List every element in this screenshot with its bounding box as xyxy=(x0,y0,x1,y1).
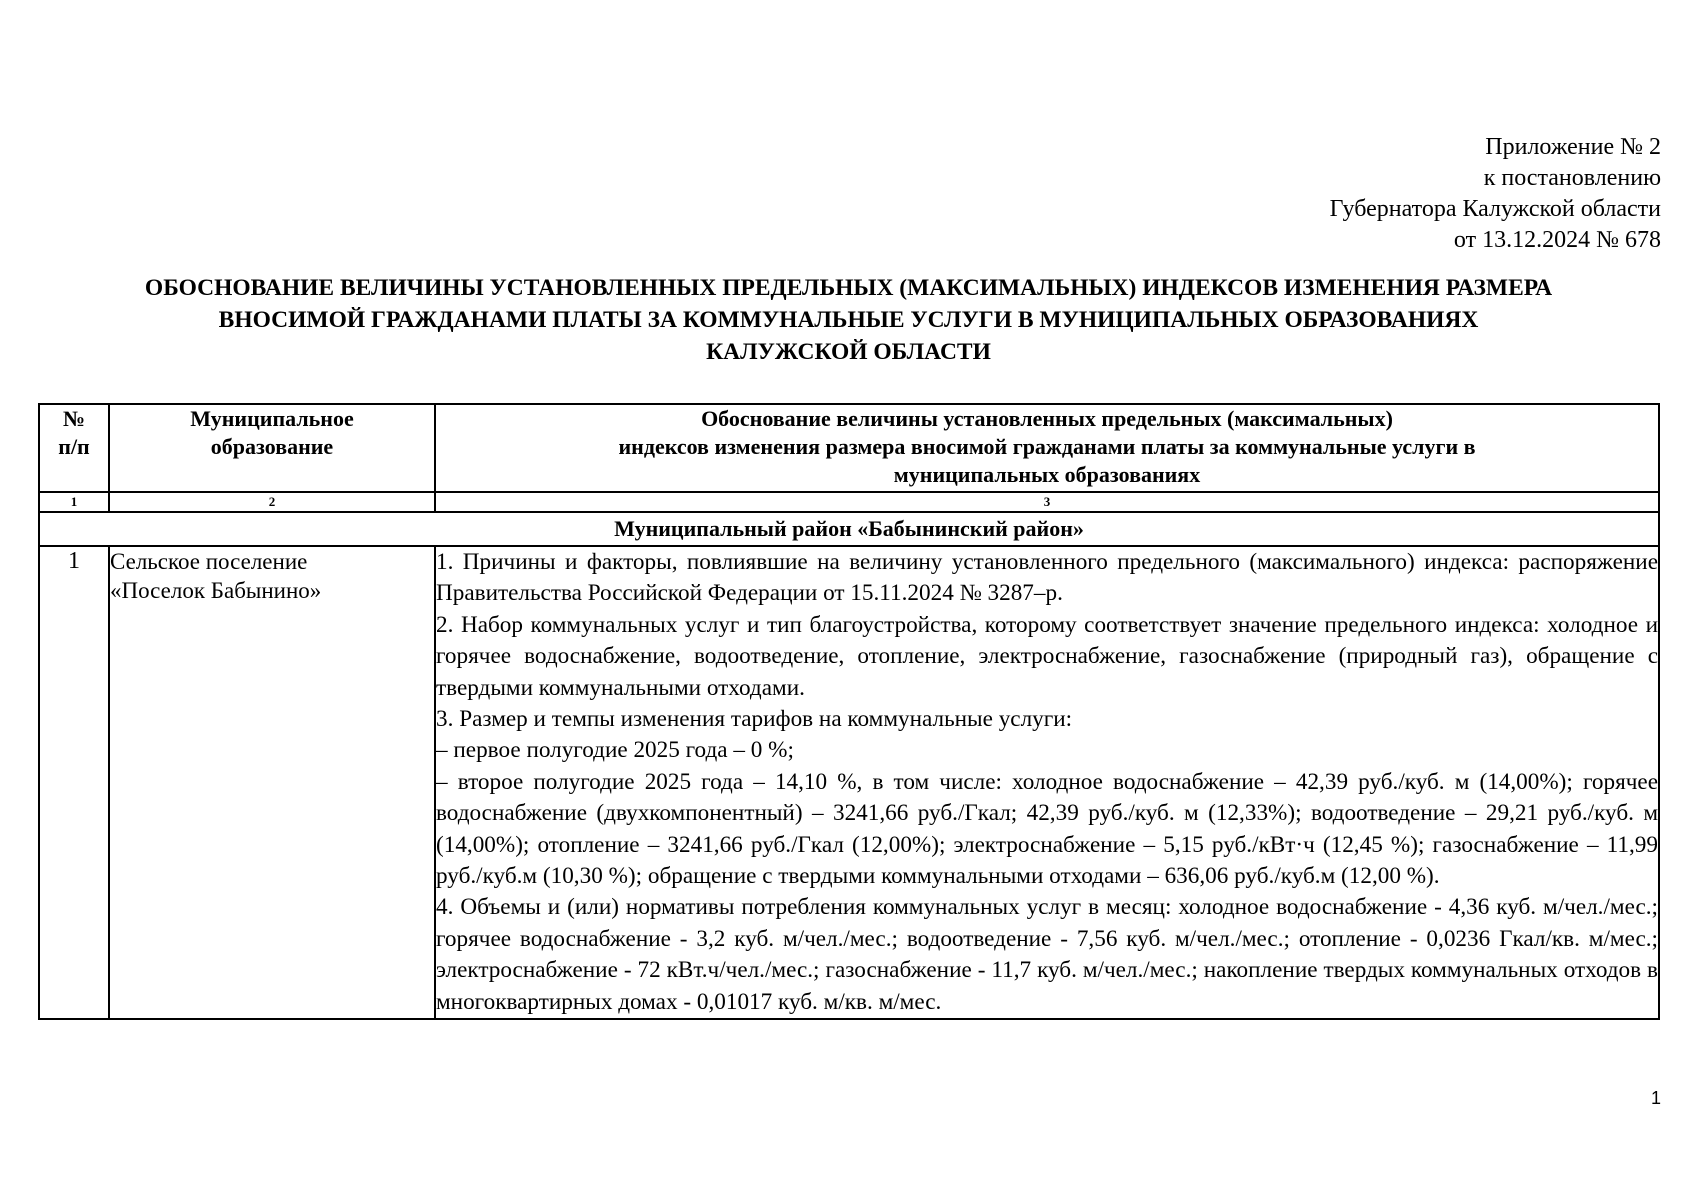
table-row xyxy=(39,546,1659,1019)
column-number: 3 xyxy=(435,492,1659,512)
municipality-name: Сельское поселение xyxy=(110,549,308,574)
header-text: Обоснование величины установленных предельных (максимальных) xyxy=(701,406,1393,431)
municipality-cell xyxy=(109,546,435,1019)
page-number: 1 xyxy=(1650,1088,1661,1108)
appendix-block xyxy=(1330,132,1661,256)
title-line: ВНОСИМОЙ ГРАЖДАНАМИ ПЛАТЫ ЗА КОММУНАЛЬНЫЕ УСЛУГИ В МУНИЦИПАЛЬНЫХ ОБРАЗОВАНИЯХ xyxy=(218,307,1479,333)
row-number: 1 xyxy=(39,546,109,1019)
column-number: 1 xyxy=(39,492,109,512)
justification-paragraph: – первое полугодие 2025 года – 0 %; xyxy=(436,737,794,764)
justification-table xyxy=(38,403,1660,1020)
header-text: образование xyxy=(210,434,334,459)
municipality-name: «Поселок Бабынино» xyxy=(110,578,322,603)
justification-paragraph: 1. Причины и факторы, повлиявшие на величину установленного предельного (максимального) индекса: распоряжение Правительства Российской Федерации от 15.11.2024 № 3287–р. xyxy=(436,549,1658,607)
appendix-line: от 13.12.2024 № 678 xyxy=(1453,227,1661,253)
title-line: КАЛУЖСКОЙ ОБЛАСТИ xyxy=(706,339,991,365)
justification-paragraph: 2. Набор коммунальных услуг и тип благоустройства, которому соответствует значение предельного индекса: холодное и горячее водоснабжение, водоотведение, отопление, электроснабжение, газоснабжение (природный газ), обращение с твердыми коммунальными отходами. xyxy=(436,611,1658,701)
header-text: индексов изменения размера вносимой гражданами платы за коммунальные услуги в xyxy=(618,434,1476,459)
header-text: № xyxy=(62,406,86,431)
header-justification xyxy=(435,404,1659,492)
appendix-line: Губернатора Калужской области xyxy=(1329,196,1661,222)
section-row xyxy=(39,512,1659,546)
column-number: 2 xyxy=(109,492,435,512)
header-number xyxy=(39,404,109,492)
table-header-row xyxy=(39,404,1659,492)
justification-paragraph: 4. Объемы и (или) нормативы потребления коммунальных услуг в месяц: холодное водоснабжение - 4,36 куб. м/чел./мес.; горячее водоснабжение - 3,2 куб. м/чел./мес.; водоотведение - 7,56 куб. м/чел./мес.; отопление - 0,0236 Гкал/кв. м/мес.; электроснабжение - 72 кВт.ч/чел./мес.; газоснабжение - 11,7 куб. м/чел./мес.; накопление твердых коммунальных отходов в многоквартирных домах - 0,01017 куб. м/кв. м/мес. xyxy=(436,894,1658,1015)
header-text: муниципальных образованиях xyxy=(893,462,1201,487)
justification-paragraph: 3. Размер и темпы изменения тарифов на коммунальные услуги: xyxy=(436,706,1073,733)
appendix-line: Приложение № 2 xyxy=(1485,134,1661,160)
header-text: Муниципальное xyxy=(190,406,354,431)
appendix-line: к постановлению xyxy=(1483,165,1661,191)
section-title: Муниципальный район «Бабынинский район» xyxy=(39,512,1659,546)
title-line: ОБОСНОВАНИЕ ВЕЛИЧИНЫ УСТАНОВЛЕННЫХ ПРЕДЕЛЬНЫХ (МАКСИМАЛЬНЫХ) ИНДЕКСОВ ИЗМЕНЕНИЯ РАЗМЕРА xyxy=(144,275,1553,301)
column-number-row xyxy=(39,492,1659,512)
header-municipality xyxy=(109,404,435,492)
document-title xyxy=(40,272,1657,368)
justification-cell xyxy=(435,546,1659,1019)
justification-paragraph: – второе полугодие 2025 года – 14,10 %, в том числе: холодное водоснабжение – 42,39 руб./куб. м (14,00%); горячее водоснабжение (двухкомпонентный) – 3241,66 руб./Гкал; 42,39 руб./куб. м (12,33%); водоотведение – 29,21 руб./куб. м (14,00%); отопление – 3241,66 руб./Гкал (12,00%); электроснабжение – 5,15 руб./кВт·ч (12,45 %); газоснабжение – 11,99 руб./куб.м (10,30 %); обращение с твердыми коммунальными отходами – 636,06 руб./куб.м (12,00 %). xyxy=(436,768,1658,890)
header-text: п/п xyxy=(58,434,90,459)
